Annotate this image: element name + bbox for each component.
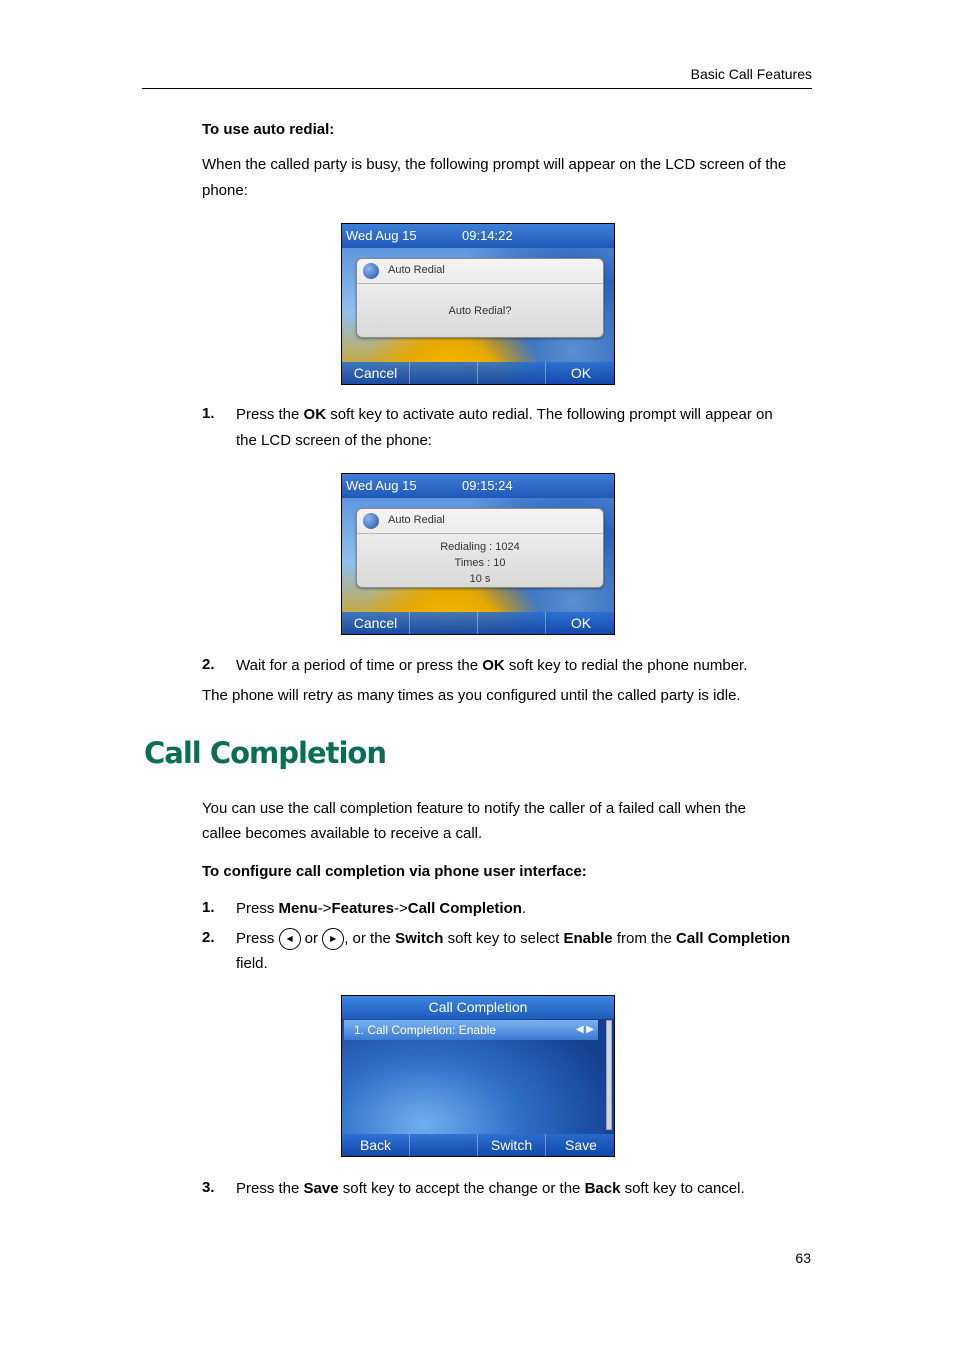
cc-step2-number: 2.: [202, 929, 215, 946]
field-ref: Call Completion: [676, 930, 791, 947]
ok-softkey[interactable]: OK: [570, 365, 592, 381]
dialog-header: [357, 259, 603, 284]
dialog-title: Auto Redial: [388, 514, 445, 526]
option-label: 1. Call Completion: Enable: [354, 1023, 497, 1037]
back-softkey[interactable]: Back: [342, 1134, 410, 1156]
dialog-message: Auto Redial?: [448, 305, 512, 317]
auto-redial-intro-line2: phone:: [202, 182, 248, 199]
ok-key-ref: OK: [482, 657, 505, 674]
auto-redial-intro-line1: When the called party is busy, the following prompt will appear on the LCD screen of the: [202, 156, 787, 173]
menu-ref: Menu: [278, 900, 318, 917]
auto-redial-heading: To use auto redial:: [202, 121, 335, 138]
lcd-status-bar: [342, 224, 614, 248]
softkey-bar: [342, 1134, 614, 1156]
lcd-date: Wed Aug 15: [346, 478, 417, 493]
cc-step3-number: 3.: [202, 1179, 215, 1196]
auto-redial-dialog: [356, 258, 604, 338]
enable-ref: Enable: [563, 930, 613, 947]
info-icon: [363, 513, 379, 529]
cc-step2-text-line2: field.: [236, 955, 268, 972]
switch-softkey[interactable]: Switch: [478, 1134, 546, 1156]
redial-interval: 10 s: [469, 573, 491, 585]
switch-ref: Switch: [395, 930, 444, 947]
step1-text: Press the OK soft key to activate auto redial. The following prompt will appear on: [236, 406, 773, 423]
features-ref: Features: [331, 900, 394, 917]
empty-softkey-3: [478, 362, 546, 384]
call-completion-ref: Call Completion: [407, 900, 522, 917]
cc-step2-text: Press ◀ or ▶ , or the Switch soft key to select Enable from the Call Completion: [236, 926, 790, 952]
lcd-date: Wed Aug 15: [346, 228, 417, 243]
dialog-title: Auto Redial: [388, 264, 445, 276]
empty-softkey-2: [410, 612, 478, 634]
lcd-screen-call-completion: [341, 995, 615, 1157]
cc-step3-text: Press the Save soft key to accept the change or the Back soft key to cancel.: [236, 1180, 745, 1197]
cc-step1-text: Press Menu->Features->Call Completion.: [236, 900, 527, 917]
save-softkey[interactable]: Save: [565, 1137, 597, 1153]
header-rule: [142, 88, 812, 89]
redialing-number: Redialing : 1024: [440, 541, 520, 553]
ok-key-ref: OK: [303, 406, 327, 423]
lcd-screen-auto-redial-prompt: [341, 223, 615, 385]
right-navigation-key-icon: ▶: [322, 928, 344, 950]
empty-softkey: [410, 1134, 478, 1156]
softkey-bar: [342, 612, 614, 634]
dialog-header: [357, 509, 603, 534]
lcd-time: 09:15:24: [462, 478, 513, 493]
cc-step1-number: 1.: [202, 899, 215, 916]
ok-softkey[interactable]: OK: [570, 615, 592, 631]
save-ref: Save: [303, 1180, 339, 1197]
running-header: Basic Call Features: [690, 66, 812, 82]
call-completion-heading: To configure call completion via phone user interface:: [202, 863, 587, 880]
dialog-body: [357, 539, 603, 587]
softkey-bar: [342, 362, 614, 384]
call-completion-intro-line1: You can use the call completion feature to notify the caller of a failed call when the: [202, 800, 746, 817]
step1-text-line2: the LCD screen of the phone:: [236, 432, 432, 449]
lcd-screen-redialing: [341, 473, 615, 635]
section-title-call-completion: Call Completion: [144, 736, 386, 770]
left-right-arrows-icon: ◀ ▶: [575, 1024, 594, 1035]
left-navigation-key-icon: ◀: [279, 928, 301, 950]
step1-number: 1.: [202, 405, 215, 422]
info-icon: [363, 263, 379, 279]
empty-softkey-3: [478, 612, 546, 634]
auto-redial-outro: The phone will retry as many times as you configured until the called party is idle.: [202, 687, 741, 704]
lcd-status-bar: [342, 474, 614, 498]
call-completion-option-row[interactable]: [344, 1020, 598, 1040]
step2-number: 2.: [202, 656, 215, 673]
lcd-time: 09:14:22: [462, 228, 513, 243]
lcd-screen-title: Call Completion: [342, 996, 614, 1019]
page-number: 63: [795, 1250, 811, 1266]
cancel-softkey[interactable]: Cancel: [342, 612, 410, 634]
cancel-softkey[interactable]: Cancel: [342, 362, 410, 384]
step2-text: Wait for a period of time or press the OK soft key to redial the phone number.: [236, 657, 748, 674]
scrollbar[interactable]: [606, 1020, 612, 1130]
redialing-dialog: [356, 508, 604, 588]
redial-times: Times : 10: [454, 557, 506, 569]
empty-softkey-2: [410, 362, 478, 384]
back-ref: Back: [584, 1180, 621, 1197]
call-completion-intro-line2: callee becomes available to receive a call.: [202, 825, 483, 842]
